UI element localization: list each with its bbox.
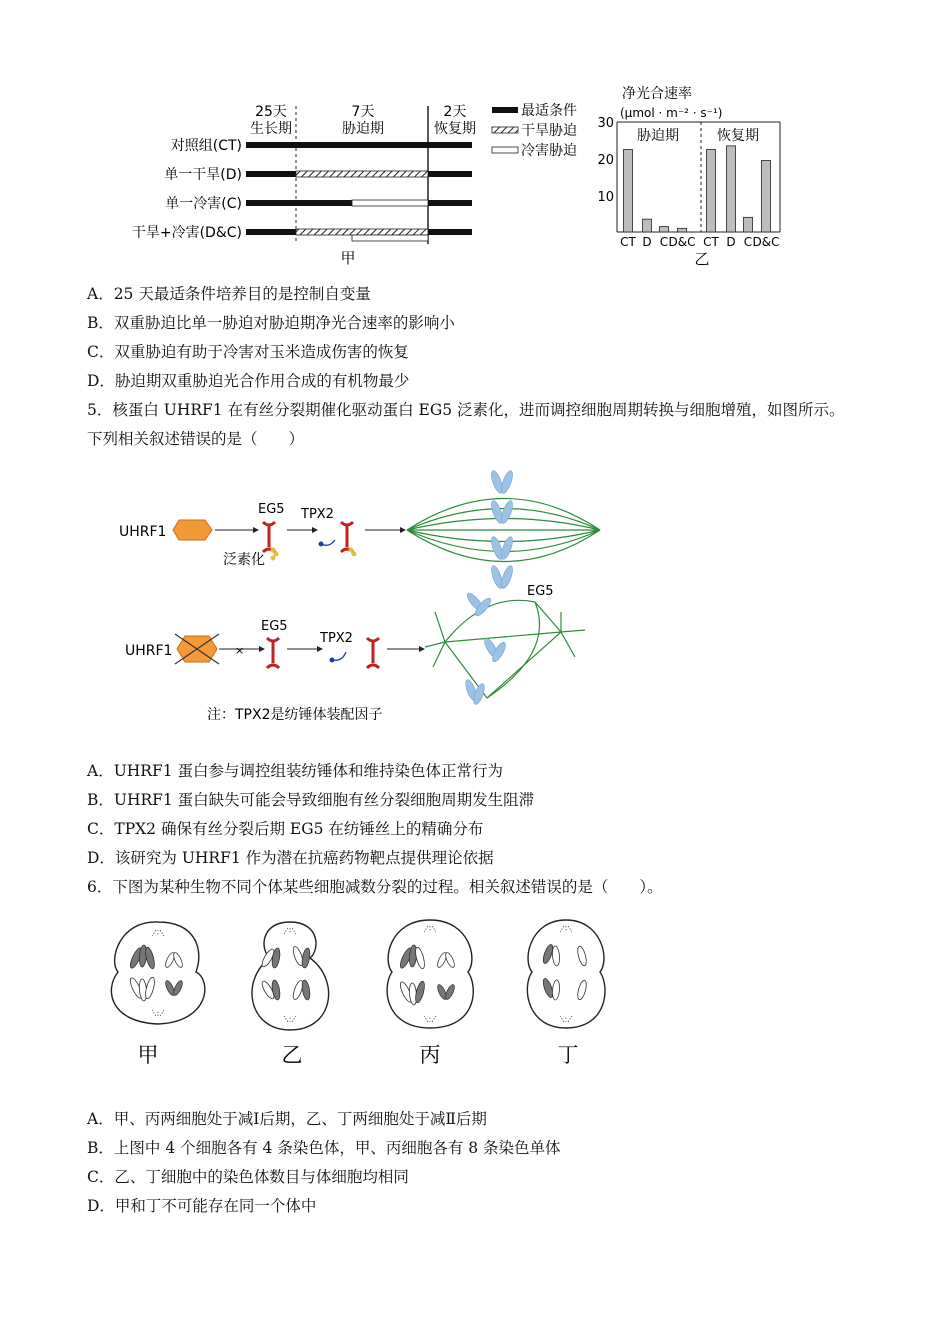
misaligned-chromosomes (463, 591, 507, 706)
label-cell-yi: 乙 (281, 1043, 303, 1067)
tpx2-eg5-complex-top (319, 522, 357, 557)
legend-optimal: 最适条件 (521, 103, 577, 119)
cell-bing (387, 920, 473, 1067)
period-recovery-name: 恢复期 (434, 121, 476, 137)
q4-option-a: A．25 天最适条件培养目的是控制自变量 (87, 285, 371, 303)
cell-yi (252, 922, 329, 1067)
group-label-stress: 胁迫期 (637, 128, 679, 144)
q5-option-a: A．UHRF1 蛋白参与调控组装纺锤体和维持染色体正常行为 (87, 762, 503, 780)
bar-c-optimal-2 (428, 200, 472, 206)
q6-option-a: A．甲、丙两细胞处于减Ⅰ后期，乙、丁两细胞处于减Ⅱ后期 (87, 1110, 487, 1128)
q6-stem: 6．下图为某种生物不同个体某些细胞减数分裂的过程。相关叙述错误的是（ ）。 (87, 878, 663, 896)
q5-option-c: C．TPX2 确保有丝分裂后期 EG5 在纺锤丝上的精确分布 (87, 820, 484, 838)
bar-stress-ct (624, 150, 633, 233)
bar-dc-drought (296, 229, 428, 235)
label-uhrf1-bottom: UHRF1 (125, 643, 173, 659)
figure-jia-timeline (120, 96, 600, 268)
q4-option-c: C．双重胁迫有助于冷害对玉米造成伤害的恢复 (87, 343, 409, 361)
arrowhead-top-1 (253, 527, 259, 533)
label-tpx2-bottom: TPX2 (320, 631, 353, 646)
bar-dc-optimal-2 (428, 229, 472, 235)
figure-note: 注：TPX2是纺锤体装配因子 (207, 707, 383, 723)
figure-q6-meiosis-cells (100, 910, 620, 1070)
label-cell-bing: 丙 (419, 1043, 441, 1067)
arrowhead-bottom-1 (259, 646, 265, 652)
cell-ding (527, 920, 605, 1067)
bar-recovery-c (744, 217, 753, 232)
xtick-d-2: D (726, 235, 736, 249)
caption-jia: 甲 (340, 249, 356, 267)
arrowhead-bottom-3 (419, 646, 425, 652)
legend-swatch-optimal (492, 107, 518, 113)
cell-jia (111, 922, 204, 1067)
bar-d-drought (296, 171, 428, 177)
q4-option-d: D．胁迫期双重胁迫光合作用合成的有机物最少 (87, 372, 410, 390)
label-eg5-bottom: EG5 (261, 619, 288, 634)
bar-c-optimal-1 (246, 200, 352, 206)
bar-stress-d (643, 219, 652, 232)
xtick-dc-1: D&C (668, 235, 696, 249)
abnormal-multipolar-spindle (425, 600, 585, 698)
bar-ct-optimal (246, 142, 472, 148)
ytick-10: 10 (597, 190, 614, 205)
bar-recovery-d (727, 146, 736, 232)
row-label-dc: 干旱+冷害(D&C) (131, 225, 242, 241)
label-tpx2-top: TPX2 (301, 507, 334, 522)
q5-option-d: D．该研究为 UHRF1 作为潜在抗癌药物靶点提供理论依据 (87, 849, 494, 867)
xtick-c-1: C (659, 235, 669, 249)
caption-yi: 乙 (694, 250, 710, 268)
legend-swatch-cold (492, 147, 518, 153)
row-label-ct: 对照组(CT) (170, 138, 242, 154)
tpx2-free-bottom (330, 652, 347, 663)
blocked-mark: × (235, 644, 245, 657)
label-uhrf1-top: UHRF1 (119, 524, 167, 540)
arrowhead-top-3 (400, 527, 406, 533)
bar-dc-cold (352, 235, 428, 241)
q4-option-b: B．双重胁迫比单一胁迫对胁迫期净光合速率的影响小 (87, 314, 455, 332)
bar-dc-optimal-1 (246, 229, 296, 235)
ytick-20: 20 (597, 153, 614, 168)
label-cell-jia: 甲 (137, 1043, 159, 1067)
q6-option-b: B．上图中 4 个细胞各有 4 条染色体，甲、丙细胞各有 8 条染色单体 (87, 1139, 561, 1157)
period-growth-name: 生长期 (250, 121, 292, 137)
group-label-recovery: 恢复期 (717, 128, 759, 144)
ytick-30: 30 (597, 116, 614, 131)
q6-option-c: C．乙、丁细胞中的染色体数目与体细胞均相同 (87, 1168, 409, 1186)
label-eg5-top: EG5 (258, 502, 285, 517)
xtick-dc-2: D&C (752, 235, 780, 249)
arrowhead-bottom-2 (317, 646, 323, 652)
bar-d-optimal-2 (428, 171, 472, 177)
eg5-motor-top (263, 522, 279, 561)
xtick-c-2: C (743, 235, 753, 249)
bar-c-cold (352, 200, 428, 206)
bar-d-optimal-1 (246, 171, 296, 177)
row-label-c: 单一冷害(C) (165, 196, 242, 212)
chart-yunit: (μmol · m⁻² · s⁻¹) (620, 106, 723, 120)
arrowhead-top-2 (312, 527, 318, 533)
uhrf1-protein-top (173, 520, 212, 540)
q5-stem-line1: 5．核蛋白 UHRF1 在有丝分裂期催化驱动蛋白 EG5 泛素化，进而调控细胞周期转换与细胞增殖，如图所示。 (87, 401, 845, 419)
xtick-ct-2: CT (703, 235, 719, 249)
bar-stress-dc (678, 228, 687, 232)
row-label-d: 单一干旱(D) (164, 167, 242, 183)
figure-q5-uhrf1-pathway (115, 462, 615, 732)
period-growth-days: 25天 (255, 104, 287, 120)
eg5-motor-bottom (267, 638, 279, 668)
bar-recovery-dc (762, 161, 771, 233)
figure-yi-bar-chart (590, 80, 810, 270)
bar-stress-c (660, 227, 669, 233)
q5-option-b: B．UHRF1 蛋白缺失可能会导致细胞有丝分裂细胞周期发生阻滞 (87, 791, 535, 809)
legend-cold: 冷害胁迫 (521, 143, 577, 159)
period-stress-name: 胁迫期 (342, 121, 384, 137)
label-eg5-spindle: EG5 (527, 584, 554, 599)
period-recovery-days: 2天 (443, 104, 467, 120)
legend-drought: 干旱胁迫 (521, 123, 577, 139)
chart-ylabel: 净光合速率 (622, 86, 692, 102)
xtick-d-1: D (642, 235, 652, 249)
legend-swatch-drought (492, 127, 518, 133)
q5-stem-line2: 下列相关叙述错误的是（ ） (87, 430, 305, 448)
q6-option-d: D．甲和丁不可能存在同一个体中 (87, 1197, 317, 1215)
bar-recovery-ct (707, 150, 716, 233)
label-cell-ding: 丁 (557, 1043, 579, 1067)
eg5-free-bottom (367, 638, 379, 668)
period-stress-days: 7天 (351, 104, 375, 120)
label-ubiquitination: 泛素化 (223, 552, 265, 568)
xtick-ct-1: CT (620, 235, 636, 249)
